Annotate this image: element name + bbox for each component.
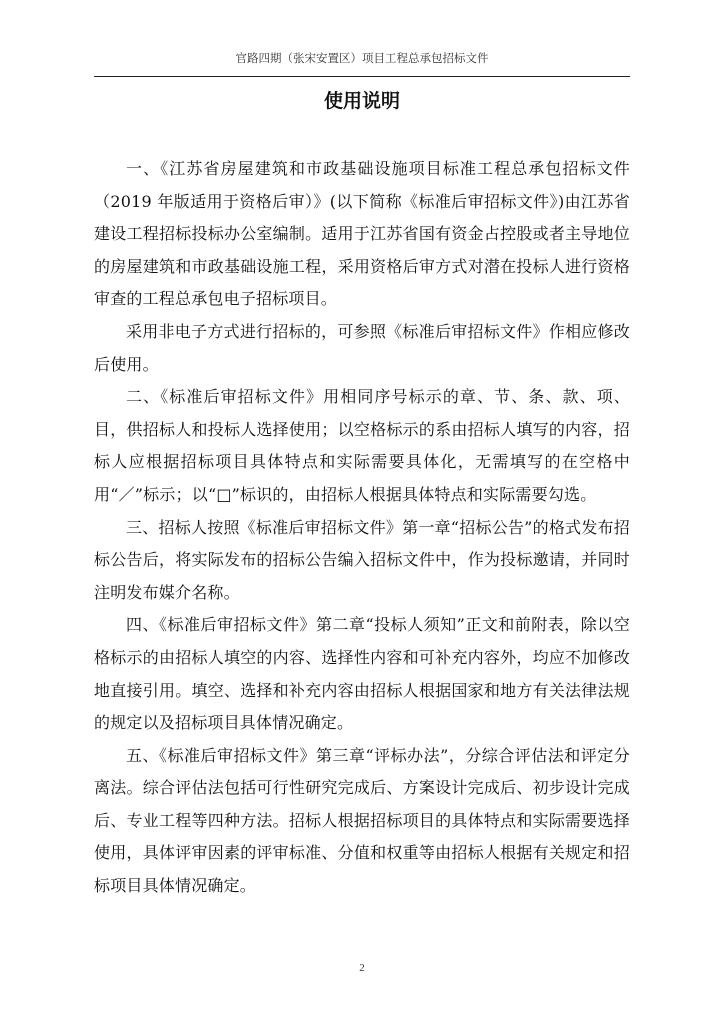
paragraph-3: 二、《标准后审招标文件》用相同序号标示的章、节、条、款、项、目，供招标人和投标人选择使用；以空格标示的系由招标人填写的内容，招标人应根据招标项目具体特点和实际需要具体化，无需填写的在空格中用“／”标示；以“□”标识的，由招标人根据具体特点和实际需要勾选。 bbox=[94, 387, 630, 504]
paragraph-5: 四、《标准后审招标文件》第二章“投标人须知”正文和前附表，除以空格标示的由招标人填空的内容、选择性内容和可补充内容外，均应不加修改地直接引用。填空、选择和补充内容由招标人根据国家和地方有关法律法规的规定以及招标项目具体情况确定。 bbox=[94, 615, 630, 733]
paragraph-2: 采用非电子方式进行招标的，可参照《标准后审招标文件》作相应修改后使用。 bbox=[94, 321, 630, 374]
page-number: 2 bbox=[359, 962, 365, 974]
header-divider bbox=[94, 76, 630, 77]
paragraph-6: 五、《标准后审招标文件》第三章“评标办法”，分综合评估法和评定分离法。综合评估法包括可行性研究完成后、方案设计完成后、初步设计完成后、专业工程等四种方法。招标人根据招标项目的具体特点和实际需要选择使用，具体评审因素的评审标准、分值和权重等由招标人根据有关规定和招标项目具体情况确定。 bbox=[94, 745, 630, 896]
paragraph-1: 一、《江苏省房屋建筑和市政基础设施项目标准工程总承包招标文件（2019 年版适用于资格后审）》(以下简称《标准后审招标文件》)由江苏省建设工程招标投标办公室编制。适用于江苏省国有资金占控股或者主导地位的房屋建筑和市政基础设施工程，采用资格后审方式对潜在投标人进行资格审查的工程总承包电子招标项目。 bbox=[94, 159, 630, 309]
page-title: 使用说明 bbox=[323, 90, 400, 112]
paragraph-4: 三、招标人按照《标准后审招标文件》第一章“招标公告”的格式发布招标公告后，将实际发布的招标公告编入招标文件中，作为投标邀请，并同时注明发布媒介名称。 bbox=[94, 517, 630, 602]
document-body bbox=[94, 153, 630, 903]
running-header: 官路四期（张宋安置区）项目工程总承包招标文件 bbox=[235, 51, 489, 65]
